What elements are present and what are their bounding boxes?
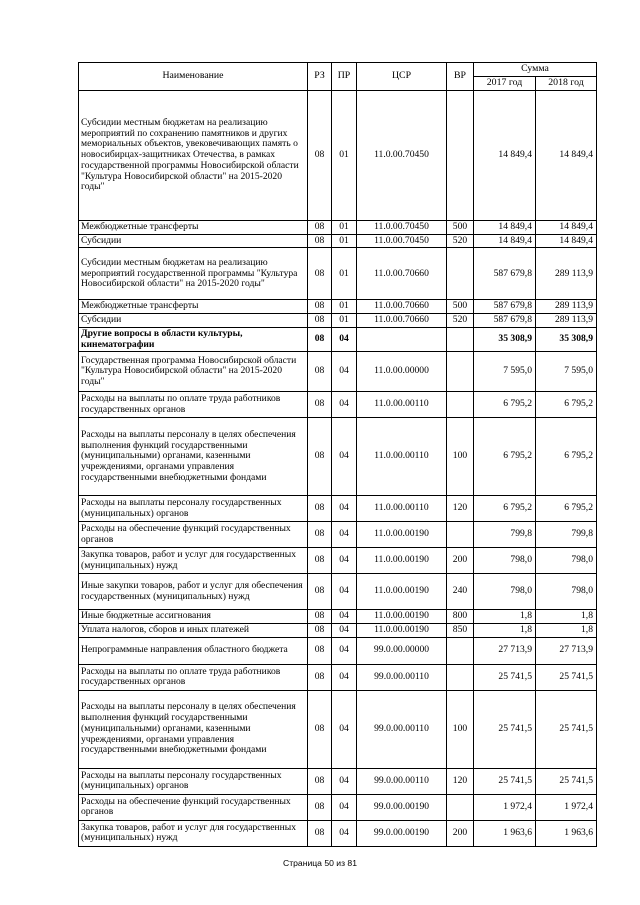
- row-amount-2017: 1,8: [474, 624, 536, 638]
- row-name: Непрограммные направления областного бюджета: [79, 637, 308, 664]
- row-name: Иные бюджетные ассигнования: [79, 610, 308, 624]
- row-vr: 240: [447, 574, 474, 610]
- row-pr: 04: [332, 418, 357, 496]
- row-name: Расходы на выплаты персоналу в целях обеспечения выполнения функций государственными (муниципальными) органами, казенными учреждениями, органами управления государственными внебюджетными фондами: [79, 690, 308, 768]
- row-amount-2017: 798,0: [474, 574, 536, 610]
- row-amount-2018: 798,0: [536, 574, 597, 610]
- page-footer: Страница 50 из 81: [283, 858, 357, 868]
- row-amount-2017: 25 741,5: [474, 768, 536, 794]
- row-vr: 520: [447, 234, 474, 248]
- table-row: [79, 794, 597, 820]
- row-rz: 08: [308, 314, 332, 328]
- row-name: Иные закупки товаров, работ и услуг для обеспечения государственных (муниципальных) нужд: [79, 574, 308, 610]
- table-row: [79, 548, 597, 574]
- row-name: Субсидии местным бюджетам на реализацию мероприятий по сохранению памятников и других мемориальных объектов, увековечивающих память о новосибирцах-защитниках Отечества, в рамках государственной программы Новосибирской области "Культура Новосибирской области" на 2015-2020 годы": [79, 90, 308, 220]
- row-csr: 99.0.00.00190: [357, 820, 447, 846]
- table-row: [79, 300, 597, 314]
- row-csr: 11.0.00.00000: [357, 352, 447, 392]
- row-csr: 11.0.00.70450: [357, 90, 447, 220]
- row-csr: 11.0.00.00190: [357, 574, 447, 610]
- budget-table-container: [78, 62, 596, 847]
- row-vr: [447, 794, 474, 820]
- row-pr: 04: [332, 522, 357, 548]
- row-amount-2017: 35 308,9: [474, 327, 536, 351]
- row-pr: 04: [332, 664, 357, 690]
- row-csr: 11.0.00.70660: [357, 314, 447, 328]
- row-amount-2017: 1 963,6: [474, 820, 536, 846]
- row-rz: 08: [308, 690, 332, 768]
- row-pr: 04: [332, 610, 357, 624]
- row-csr: 11.0.00.00190: [357, 610, 447, 624]
- row-pr: 04: [332, 392, 357, 418]
- row-vr: [447, 248, 474, 300]
- row-csr: 99.0.00.00000: [357, 637, 447, 664]
- header-year-2018: 2018 год: [536, 76, 597, 90]
- row-csr: 11.0.00.00110: [357, 392, 447, 418]
- table-row: [79, 664, 597, 690]
- row-csr: 11.0.00.70450: [357, 234, 447, 248]
- row-amount-2017: 25 741,5: [474, 690, 536, 768]
- row-csr: 11.0.00.00190: [357, 548, 447, 574]
- table-row: [79, 820, 597, 846]
- row-rz: 08: [308, 820, 332, 846]
- row-pr: 01: [332, 90, 357, 220]
- row-csr: 99.0.00.00190: [357, 794, 447, 820]
- row-amount-2017: 798,0: [474, 548, 536, 574]
- row-name: Расходы на обеспечение функций государственных органов: [79, 794, 308, 820]
- row-amount-2018: 798,0: [536, 548, 597, 574]
- row-amount-2018: 25 741,5: [536, 664, 597, 690]
- row-pr: 04: [332, 496, 357, 522]
- row-vr: 800: [447, 610, 474, 624]
- row-rz: 08: [308, 574, 332, 610]
- row-amount-2018: 1,8: [536, 624, 597, 638]
- row-name: Уплата налогов, сборов и иных платежей: [79, 624, 308, 638]
- row-rz: 08: [308, 300, 332, 314]
- row-pr: 04: [332, 768, 357, 794]
- row-rz: 08: [308, 624, 332, 638]
- row-name: Межбюджетные трансферты: [79, 220, 308, 234]
- row-amount-2017: 6 795,2: [474, 418, 536, 496]
- row-vr: 500: [447, 220, 474, 234]
- row-amount-2017: 27 713,9: [474, 637, 536, 664]
- row-amount-2018: 7 595,0: [536, 352, 597, 392]
- row-csr: 11.0.00.00110: [357, 496, 447, 522]
- row-name: Расходы на выплаты по оплате труда работников государственных органов: [79, 392, 308, 418]
- row-rz: 08: [308, 90, 332, 220]
- row-amount-2018: 27 713,9: [536, 637, 597, 664]
- row-amount-2018: 6 795,2: [536, 392, 597, 418]
- row-amount-2018: 289 113,9: [536, 314, 597, 328]
- row-amount-2017: 7 595,0: [474, 352, 536, 392]
- row-rz: 08: [308, 768, 332, 794]
- row-csr: 11.0.00.00190: [357, 522, 447, 548]
- row-name: Расходы на выплаты персоналу в целях обеспечения выполнения функций государственными (муниципальными) органами, казенными учреждениями, органами управления государственными внебюджетными фондами: [79, 418, 308, 496]
- row-csr: 11.0.00.00190: [357, 624, 447, 638]
- row-pr: 04: [332, 820, 357, 846]
- row-csr: [357, 327, 447, 351]
- row-rz: 08: [308, 352, 332, 392]
- row-amount-2017: 25 741,5: [474, 664, 536, 690]
- row-amount-2018: 799,8: [536, 522, 597, 548]
- row-amount-2017: 587 679,8: [474, 248, 536, 300]
- row-rz: 08: [308, 522, 332, 548]
- row-amount-2018: 1 963,6: [536, 820, 597, 846]
- row-rz: 08: [308, 664, 332, 690]
- table-row: [79, 418, 597, 496]
- row-amount-2017: 14 849,4: [474, 234, 536, 248]
- row-rz: 08: [308, 637, 332, 664]
- table-row: [79, 624, 597, 638]
- header-year-2017: 2017 год: [474, 76, 536, 90]
- row-rz: 08: [308, 234, 332, 248]
- row-amount-2018: 25 741,5: [536, 768, 597, 794]
- row-amount-2018: 6 795,2: [536, 496, 597, 522]
- row-amount-2018: 6 795,2: [536, 418, 597, 496]
- row-amount-2018: 14 849,4: [536, 90, 597, 220]
- row-amount-2017: 1,8: [474, 610, 536, 624]
- row-name: Расходы на выплаты персоналу государственных (муниципальных) органов: [79, 496, 308, 522]
- row-rz: 08: [308, 548, 332, 574]
- row-pr: 04: [332, 637, 357, 664]
- row-pr: 04: [332, 690, 357, 768]
- row-vr: [447, 637, 474, 664]
- row-vr: [447, 392, 474, 418]
- row-csr: 11.0.00.70450: [357, 220, 447, 234]
- row-amount-2018: 289 113,9: [536, 300, 597, 314]
- row-name: Государственная программа Новосибирской области "Культура Новосибирской области" на 2015-2020 годы": [79, 352, 308, 392]
- row-csr: 99.0.00.00110: [357, 664, 447, 690]
- row-amount-2018: 289 113,9: [536, 248, 597, 300]
- row-pr: 01: [332, 248, 357, 300]
- table-row: [79, 220, 597, 234]
- row-name: Субсидии: [79, 314, 308, 328]
- row-amount-2017: 14 849,4: [474, 220, 536, 234]
- header-pr: ПР: [332, 63, 357, 91]
- table-row: [79, 768, 597, 794]
- row-vr: [447, 90, 474, 220]
- table-row: [79, 690, 597, 768]
- table-row: [79, 234, 597, 248]
- row-vr: 200: [447, 820, 474, 846]
- row-rz: 08: [308, 610, 332, 624]
- table-row: [79, 522, 597, 548]
- row-pr: 01: [332, 314, 357, 328]
- row-vr: 120: [447, 768, 474, 794]
- budget-table: [78, 62, 597, 847]
- table-row: [79, 392, 597, 418]
- row-amount-2018: 35 308,9: [536, 327, 597, 351]
- table-row: [79, 314, 597, 328]
- row-vr: 850: [447, 624, 474, 638]
- row-pr: 01: [332, 300, 357, 314]
- row-csr: 11.0.00.70660: [357, 248, 447, 300]
- row-amount-2017: 14 849,4: [474, 90, 536, 220]
- table-row: [79, 574, 597, 610]
- row-vr: [447, 664, 474, 690]
- row-rz: 08: [308, 327, 332, 351]
- row-amount-2018: 25 741,5: [536, 690, 597, 768]
- row-amount-2018: 14 849,4: [536, 220, 597, 234]
- row-name: Субсидии: [79, 234, 308, 248]
- row-name: Расходы на обеспечение функций государственных органов: [79, 522, 308, 548]
- row-name: Субсидии местным бюджетам на реализацию мероприятий государственной программы "Культура Новосибирской области" на 2015-2020 годы": [79, 248, 308, 300]
- row-amount-2017: 799,8: [474, 522, 536, 548]
- row-amount-2017: 6 795,2: [474, 392, 536, 418]
- table-row: [79, 248, 597, 300]
- row-vr: 100: [447, 418, 474, 496]
- row-pr: 04: [332, 352, 357, 392]
- row-pr: 04: [332, 548, 357, 574]
- row-amount-2017: 587 679,8: [474, 314, 536, 328]
- table-row: [79, 352, 597, 392]
- row-name: Закупка товаров, работ и услуг для государственных (муниципальных) нужд: [79, 820, 308, 846]
- row-vr: 520: [447, 314, 474, 328]
- row-vr: 100: [447, 690, 474, 768]
- row-vr: 200: [447, 548, 474, 574]
- table-row: [79, 496, 597, 522]
- header-sum: Сумма: [474, 63, 597, 77]
- row-rz: 08: [308, 392, 332, 418]
- table-row: [79, 327, 597, 351]
- row-vr: [447, 522, 474, 548]
- row-pr: 04: [332, 794, 357, 820]
- header-vr: ВР: [447, 63, 474, 91]
- row-amount-2017: 1 972,4: [474, 794, 536, 820]
- row-amount-2017: 587 679,8: [474, 300, 536, 314]
- row-rz: 08: [308, 496, 332, 522]
- row-vr: [447, 352, 474, 392]
- row-pr: 04: [332, 624, 357, 638]
- header-rz: РЗ: [308, 63, 332, 91]
- row-rz: 08: [308, 248, 332, 300]
- row-amount-2017: 6 795,2: [474, 496, 536, 522]
- header-name: Наименование: [79, 63, 308, 91]
- row-pr: 01: [332, 234, 357, 248]
- row-name: Закупка товаров, работ и услуг для государственных (муниципальных) нужд: [79, 548, 308, 574]
- table-row: [79, 637, 597, 664]
- row-rz: 08: [308, 418, 332, 496]
- row-amount-2018: 1,8: [536, 610, 597, 624]
- table-header-row: [79, 63, 597, 77]
- row-csr: 99.0.00.00110: [357, 768, 447, 794]
- row-pr: 04: [332, 327, 357, 351]
- row-amount-2018: 1 972,4: [536, 794, 597, 820]
- table-body: [79, 90, 597, 846]
- row-name: Другие вопросы в области культуры, кинематографии: [79, 327, 308, 351]
- row-amount-2018: 14 849,4: [536, 234, 597, 248]
- row-vr: [447, 327, 474, 351]
- row-csr: 99.0.00.00110: [357, 690, 447, 768]
- row-name: Межбюджетные трансферты: [79, 300, 308, 314]
- row-vr: 500: [447, 300, 474, 314]
- row-rz: 08: [308, 220, 332, 234]
- row-pr: 04: [332, 574, 357, 610]
- row-pr: 01: [332, 220, 357, 234]
- row-csr: 11.0.00.00110: [357, 418, 447, 496]
- row-rz: 08: [308, 794, 332, 820]
- table-row: [79, 610, 597, 624]
- row-vr: 120: [447, 496, 474, 522]
- row-name: Расходы на выплаты персоналу государственных (муниципальных) органов: [79, 768, 308, 794]
- header-csr: ЦСР: [357, 63, 447, 91]
- table-row: [79, 90, 597, 220]
- row-csr: 11.0.00.70660: [357, 300, 447, 314]
- row-name: Расходы на выплаты по оплате труда работников государственных органов: [79, 664, 308, 690]
